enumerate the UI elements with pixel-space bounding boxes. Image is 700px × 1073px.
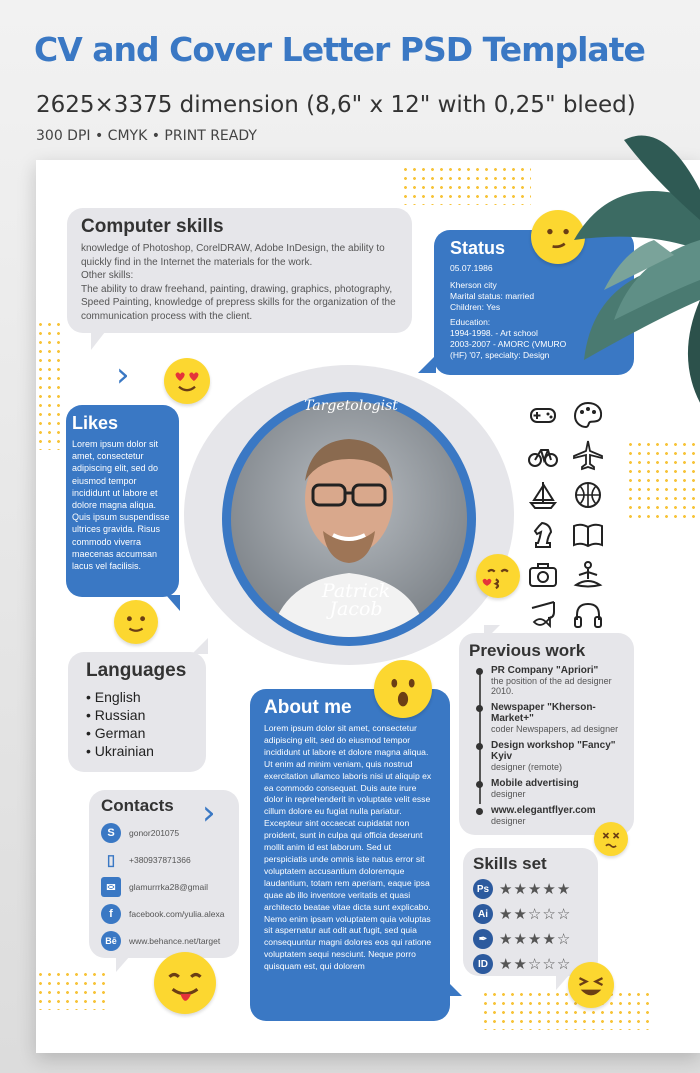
chevron-right-icon: › bbox=[116, 355, 130, 395]
dots-decoration bbox=[401, 165, 531, 205]
contact-behance[interactable]: Bē www.behance.net/target bbox=[101, 931, 227, 951]
star-empty-icon: ☆ bbox=[527, 905, 542, 923]
star-filled-icon: ★ bbox=[513, 905, 527, 923]
dots-decoration bbox=[36, 320, 61, 450]
sailboat-icon bbox=[526, 478, 560, 512]
last-name: Jacob bbox=[329, 598, 383, 620]
surprised-emoji-icon bbox=[374, 660, 432, 718]
contact-phone[interactable]: ▯ +380937871366 bbox=[101, 850, 227, 870]
skills-set-card bbox=[463, 848, 598, 976]
city: Kherson city bbox=[450, 280, 497, 290]
heart-eyes-emoji-icon bbox=[164, 358, 210, 404]
bubble-tail bbox=[446, 980, 462, 996]
job-entry: www.elegantflyer.com designer bbox=[469, 805, 624, 826]
star-empty-icon: ☆ bbox=[556, 955, 571, 973]
airplane-icon bbox=[571, 438, 605, 472]
smile-emoji-icon bbox=[114, 600, 158, 644]
star-empty-icon: ☆ bbox=[542, 905, 556, 923]
about-me-text: Lorem ipsum dolor sit amet, consectetur adipiscing elit, sed do eiusmod tempor incididunt ut labore et dolore magna aliqua. Ut enim ad minim veniam, quis nostrud exercitation ullamco laboris nisi ut aliquip ex ea commodo consequat. Duis aute irure dolor in reprehenderit in voluptate velit esse cillum dolore eu fugiat nulla pariatur. Excepteur sint occaecat cupidatat non proident, sunt in culpa qui officia deserunt mollit anim id est laborum. Sed ut perspiciatis unde omnis iste natus error sit voluptatem accusantium doloremque laudantium, totam rem aperiam, eaque ipsa quae ab illo inventore veritatis et quasi architecto beatae vitae dicta sunt explicabo. Nemo enim ipsam voluptatem quia voluptas sit aspernatur aut odit aut fugit, sed quia consequuntur magni dolores eos qui ratione voluptatem sequi nesciunt. Neque porro quisquam est, qui dolorem bbox=[264, 723, 432, 972]
birth-date: 05.07.1986 bbox=[450, 263, 493, 273]
other-skills-text: The ability to draw freehand, painting, drawing, graphics, photography, Speed Painting, knowledge of prepress skills for the organization of the communication process with the client. bbox=[81, 283, 396, 322]
bubble-tail bbox=[418, 355, 436, 373]
star-filled-icon: ★ bbox=[527, 880, 542, 898]
likes-title: Likes bbox=[72, 413, 119, 433]
dizzy-emoji-icon bbox=[594, 822, 628, 856]
education-label: Education: bbox=[450, 317, 491, 327]
chevron-right-icon: › bbox=[202, 793, 216, 833]
job-entry: Design workshop "Fancy" Kyiv designer (remote) bbox=[469, 740, 624, 772]
meditation-icon bbox=[571, 558, 605, 592]
skill-row bbox=[473, 904, 588, 924]
star-filled-icon: ★ bbox=[513, 880, 527, 898]
dots-decoration bbox=[481, 990, 651, 1030]
phone-icon: ▯ bbox=[106, 852, 116, 869]
language-item: • German bbox=[86, 725, 146, 741]
plant-decoration-icon bbox=[554, 130, 700, 410]
cv-sheet bbox=[36, 160, 700, 1053]
print-specs: 300 DPI • CMYK • PRINT READY bbox=[36, 128, 257, 144]
contact-facebook[interactable]: f facebook.com/yulia.alexa bbox=[101, 904, 227, 924]
star-filled-icon: ★ bbox=[556, 880, 571, 898]
bubble-tail bbox=[192, 638, 208, 654]
bubble-tail bbox=[116, 956, 130, 972]
computer-skills-text: knowledge of Photoshop, CorelDRAW, Adobe InDesign, the ability to quickly find in the Internet the materials for the work. bbox=[81, 243, 385, 268]
tongue-out-emoji-icon bbox=[154, 952, 216, 1014]
marital-status: Marital status: married bbox=[450, 291, 535, 301]
email-icon: ✉ bbox=[101, 877, 121, 897]
hobby-icons bbox=[526, 398, 616, 632]
skype-icon: S bbox=[101, 823, 121, 843]
star-filled-icon: ★ bbox=[513, 930, 527, 948]
bubble-tail bbox=[166, 595, 180, 611]
page-subtitle: 2625×3375 dimension (8,6" x 12" with 0,25" bleed) bbox=[36, 92, 636, 118]
laughing-emoji-icon bbox=[568, 962, 614, 1008]
star-filled-icon: ★ bbox=[499, 880, 513, 898]
skills-list bbox=[473, 879, 588, 974]
star-filled-icon: ★ bbox=[499, 905, 513, 923]
person-name bbox=[296, 582, 416, 618]
star-filled-icon: ★ bbox=[527, 930, 542, 948]
education-line: 1994-1998. - Art school bbox=[450, 328, 538, 338]
contact-email[interactable]: ✉ glamurrrka28@gmail bbox=[101, 877, 227, 897]
star-filled-icon: ★ bbox=[499, 955, 513, 973]
languages-card bbox=[68, 652, 206, 772]
job-entry: Mobile advertising designer bbox=[469, 778, 624, 799]
book-icon bbox=[571, 518, 605, 552]
star-filled-icon: ★ bbox=[499, 930, 513, 948]
skill-app-icon: Ai bbox=[473, 904, 493, 924]
language-item: • Russian bbox=[86, 707, 146, 723]
languages-title: Languages bbox=[86, 660, 187, 681]
skills-set-title: Skills set bbox=[473, 854, 547, 873]
star-filled-icon: ★ bbox=[513, 955, 527, 973]
chess-knight-icon bbox=[526, 518, 560, 552]
children: Children: Yes bbox=[450, 302, 501, 312]
skill-app-icon: ✒ bbox=[473, 929, 493, 949]
page-title: CV and Cover Letter PSD Template bbox=[34, 30, 645, 69]
contacts-title: Contacts bbox=[101, 796, 174, 815]
fishing-icon bbox=[526, 598, 560, 632]
previous-work-card bbox=[459, 633, 634, 835]
job-timeline bbox=[469, 665, 624, 826]
behance-icon: Bē bbox=[101, 931, 121, 951]
skill-row bbox=[473, 929, 588, 949]
about-me-title: About me bbox=[264, 697, 352, 718]
bubble-tail bbox=[484, 625, 500, 641]
language-item: • English bbox=[86, 689, 141, 705]
status-title: Status bbox=[450, 238, 506, 258]
star-filled-icon: ★ bbox=[542, 880, 556, 898]
languages-list bbox=[86, 688, 188, 760]
language-item: • Ukrainian bbox=[86, 743, 154, 759]
contacts-card bbox=[89, 790, 239, 958]
star-empty-icon: ☆ bbox=[527, 955, 542, 973]
computer-skills-card bbox=[67, 208, 412, 333]
computer-skills-title: Computer skills bbox=[81, 216, 224, 237]
contact-skype[interactable]: S gonor201075 bbox=[101, 823, 227, 843]
skill-app-icon: Ps bbox=[473, 879, 493, 899]
dots-decoration bbox=[626, 440, 696, 520]
star-empty-icon: ☆ bbox=[556, 930, 571, 948]
job-entry: Newspaper "Kherson-Market+" coder Newspapers, ad designer bbox=[469, 702, 624, 734]
bicycle-icon bbox=[526, 438, 560, 472]
job-entry: PR Company "Apriori" the position of the ad designer 2010. bbox=[469, 665, 624, 696]
star-empty-icon: ☆ bbox=[542, 955, 556, 973]
kiss-emoji-icon bbox=[476, 554, 520, 598]
headphones-icon bbox=[571, 598, 605, 632]
other-skills-label: Other skills: bbox=[81, 270, 134, 281]
skill-row bbox=[473, 879, 588, 899]
about-me-card bbox=[250, 689, 450, 1021]
first-name: Patrick bbox=[321, 580, 391, 602]
star-empty-icon: ☆ bbox=[556, 905, 571, 923]
likes-card bbox=[66, 405, 179, 597]
camera-icon bbox=[526, 558, 560, 592]
previous-work-title: Previous work bbox=[469, 641, 586, 660]
education-line: (HF) '07, specialty: Design bbox=[450, 350, 550, 360]
profession-title: Targetologist bbox=[304, 398, 398, 414]
basketball-icon bbox=[571, 478, 605, 512]
likes-text: Lorem ipsum dolor sit amet, consectetur adipiscing elit, sed do eiusmod tempor incididunt ut labore et dolore magna aliqua. Quis ipsum suspendisse ultrices gravida. Risus commodo viverra maecenas accumsan lacus vel facilisis. bbox=[72, 439, 170, 572]
skill-app-icon: ID bbox=[473, 954, 493, 974]
dots-decoration bbox=[36, 970, 111, 1010]
bubble-tail bbox=[91, 332, 105, 350]
facebook-icon: f bbox=[101, 904, 121, 924]
star-filled-icon: ★ bbox=[542, 930, 556, 948]
education-line: 2003-2007 - AMORC (VMURO bbox=[450, 339, 567, 349]
